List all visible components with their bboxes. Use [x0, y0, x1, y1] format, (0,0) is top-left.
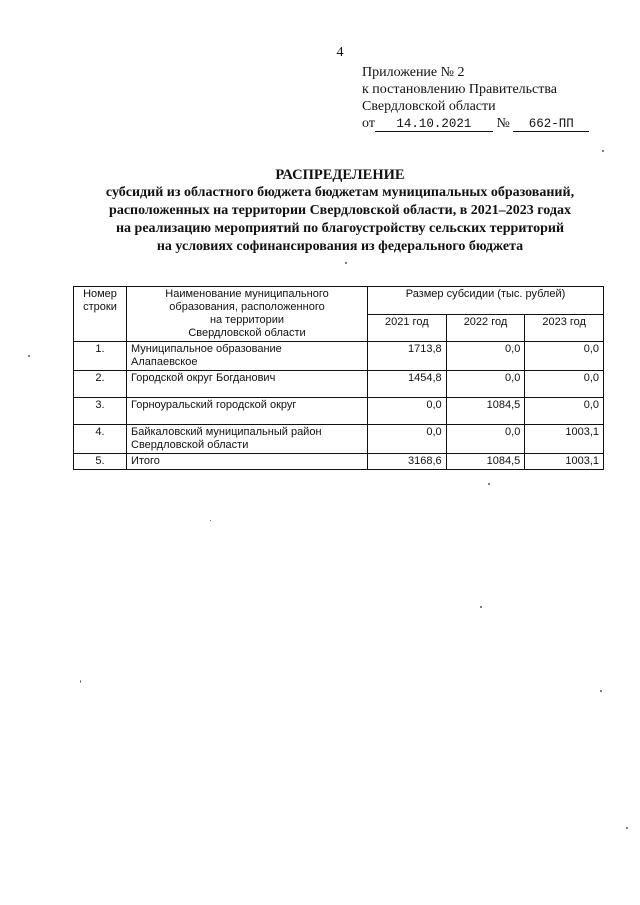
scan-speck	[626, 827, 628, 829]
appendix-date-line	[362, 115, 589, 132]
value-2021: 3168,6	[368, 454, 447, 470]
page-number: 4	[336, 45, 344, 60]
table-row	[74, 425, 604, 454]
appendix-line-1: Приложение № 2	[362, 65, 465, 80]
municipality-name	[127, 371, 368, 398]
decree-date: 14.10.2021	[375, 117, 493, 132]
scan-speck	[28, 355, 30, 357]
header-subsidy-size: Размер субсидии (тыс. рублей)	[368, 287, 604, 315]
scan-speck	[488, 483, 490, 485]
municipality-name	[127, 425, 368, 454]
number-label: №	[496, 116, 510, 131]
scan-speck	[600, 690, 602, 692]
header-name-text: на территории	[209, 314, 285, 326]
header-row-1	[74, 287, 604, 315]
header-year-2022: 2022 год	[446, 314, 525, 342]
value-2022: 0,0	[446, 371, 525, 398]
name-text: Муниципальное образование	[131, 343, 282, 355]
value-2023: 1003,1	[525, 425, 604, 454]
value-2022: 1084,5	[446, 398, 525, 425]
header-name-text: образования, расположенного	[169, 301, 325, 313]
row-number: 1.	[74, 342, 127, 371]
name-text: Алапаевское	[131, 356, 198, 368]
title-line-1: субсидий из областного бюджета бюджетам муниципальных образований,	[105, 185, 575, 200]
header-name-text: Свердловской области	[188, 327, 306, 339]
appendix-block	[362, 64, 589, 132]
value-2021: 1454,8	[368, 371, 447, 398]
value-2021: 1713,8	[368, 342, 447, 371]
appendix-line-2: к постановлению Правительства	[362, 82, 558, 97]
row-number: 2.	[74, 371, 127, 398]
value-2021: 0,0	[368, 398, 447, 425]
title-line-4: на условиях софинансирования из федерального бюджета	[156, 239, 524, 254]
municipality-name	[127, 454, 368, 470]
row-number: 3.	[74, 398, 127, 425]
municipality-name	[127, 342, 368, 371]
subsidy-distribution-table	[73, 286, 604, 470]
header-row-number	[74, 287, 127, 342]
header-name-text: Наименование муниципального	[165, 288, 329, 300]
scan-speck	[602, 150, 604, 152]
header-year-2023: 2023 год	[525, 314, 604, 342]
table-row	[74, 398, 604, 425]
scan-speck	[480, 606, 482, 608]
row-number: 4.	[74, 425, 127, 454]
appendix-line-3: Свердловской области	[362, 99, 496, 114]
row-number: 5.	[74, 454, 127, 470]
header-year-2021: 2021 год	[368, 314, 447, 342]
value-2023: 0,0	[525, 342, 604, 371]
value-2022: 1084,5	[446, 454, 525, 470]
decree-number: 662-ПП	[513, 117, 589, 132]
value-2023: 0,0	[525, 371, 604, 398]
header-number-text: Номер	[83, 288, 117, 300]
name-text: Байкаловский муниципальный район	[131, 426, 322, 438]
header-municipality	[127, 287, 368, 342]
value-2023: 0,0	[525, 398, 604, 425]
title-heading: РАСПРЕДЕЛЕНИЕ	[275, 167, 405, 183]
value-2021: 0,0	[368, 425, 447, 454]
name-text: Итого	[131, 455, 160, 467]
table-row	[74, 371, 604, 398]
municipality-name	[127, 398, 368, 425]
header-number-text: строки	[83, 301, 117, 313]
document-title	[40, 166, 640, 256]
scan-speck	[210, 520, 211, 521]
name-text: Горноуральский городской округ	[131, 399, 297, 411]
scan-speck	[345, 262, 347, 264]
table-row-total	[74, 454, 604, 470]
title-line-3: на реализацию мероприятий по благоустройству сельских территорий	[115, 221, 565, 236]
value-2023: 1003,1	[525, 454, 604, 470]
name-text: Свердловской области	[131, 439, 249, 451]
from-label: от	[362, 116, 375, 131]
table-row	[74, 342, 604, 371]
title-line-2: расположенных на территории Свердловской области, в 2021–2023 годах	[109, 203, 571, 218]
value-2022: 0,0	[446, 342, 525, 371]
value-2022: 0,0	[446, 425, 525, 454]
scan-speck	[80, 680, 81, 683]
name-text: Городской округ Богданович	[131, 372, 276, 384]
